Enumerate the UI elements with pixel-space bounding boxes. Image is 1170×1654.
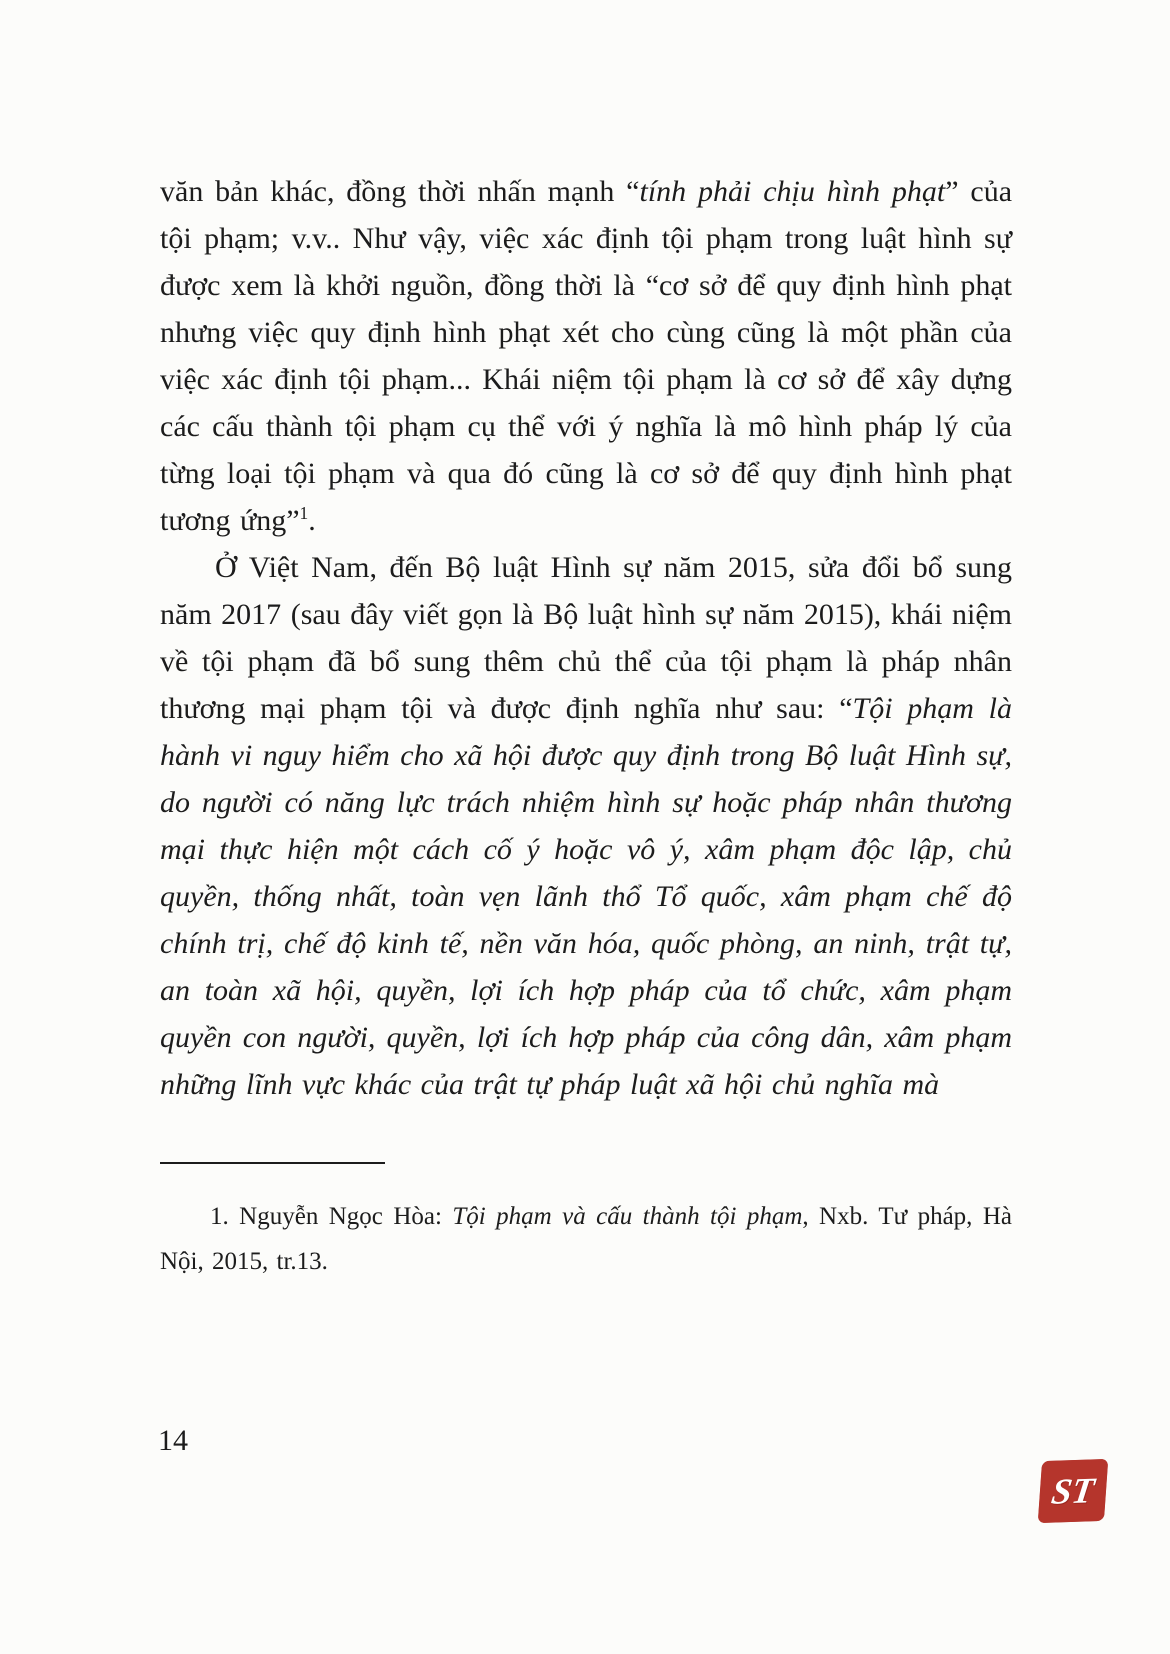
footnote-text: [160, 1194, 1012, 1284]
publisher-logo: [1038, 1459, 1109, 1523]
text-segment: Tội phạm và cấu thành tội phạm: [452, 1203, 803, 1230]
footnote-reference: 1: [299, 503, 309, 523]
text-segment: tính phải chịu hình phạt: [639, 175, 946, 208]
body-text: [160, 168, 1012, 1108]
page-number: 14: [158, 1424, 188, 1457]
text-segment: 1. Nguyễn Ngọc Hòa:: [210, 1203, 453, 1230]
paragraph: [160, 544, 1012, 1108]
paragraph: [160, 168, 1012, 544]
footnote-separator: [160, 1162, 385, 1164]
text-segment: Tội phạm là hành vi nguy hiểm cho xã hội được quy định trong Bộ luật Hình sự, do người có năng lực trách nhiệm hình sự hoặc pháp nhân thương mại thực hiện một cách cố ý hoặc vô ý, xâm phạm độc lập, chủ quyền, thống nhất, toàn vẹn lãnh thổ Tổ quốc, xâm phạm chế độ chính trị, chế độ kinh tế, nền văn hóa, quốc phòng, an ninh, trật tự, an toàn xã hội, quyền, lợi ích hợp pháp của tổ chức, xâm phạm quyền con người, quyền, lợi ích hợp pháp của công dân, xâm phạm những lĩnh vực khác của trật tự pháp luật xã hội chủ nghĩa mà: [160, 692, 1012, 1101]
text-segment: .: [308, 504, 316, 537]
text-segment: văn bản khác, đồng thời nhấn mạnh “: [160, 175, 640, 208]
text-segment: ” của tội phạm; v.v.. Như vậy, việc xác định tội phạm trong luật hình sự được xem là khởi nguồn, đồng thời là “cơ sở để quy định hình phạt nhưng việc quy định hình phạt xét cho cùng cũng là một phần của việc xác định tội phạm... Khái niệm tội phạm là cơ sở để xây dựng các cấu thành tội phạm cụ thể với ý nghĩa là mô hình pháp lý của từng loại tội phạm và qua đó cũng là cơ sở để quy định hình phạt tương ứng”: [160, 175, 1013, 537]
text-segment: Ở Việt Nam, đến Bộ luật Hình sự năm 2015, sửa đổi bổ sung năm 2017 (sau đây viết gọn là Bộ luật hình sự năm 2015), khái niệm về tội phạm đã bổ sung thêm chủ thể của tội phạm là pháp nhân thương mại phạm tội và được định nghĩa như sau: “: [160, 551, 1012, 725]
text-block: [160, 168, 1012, 1284]
text-segment: , Nxb. Tư pháp, Hà Nội, 2015, tr.13.: [160, 1203, 1012, 1275]
publisher-logo-text: ST: [1049, 1470, 1097, 1512]
